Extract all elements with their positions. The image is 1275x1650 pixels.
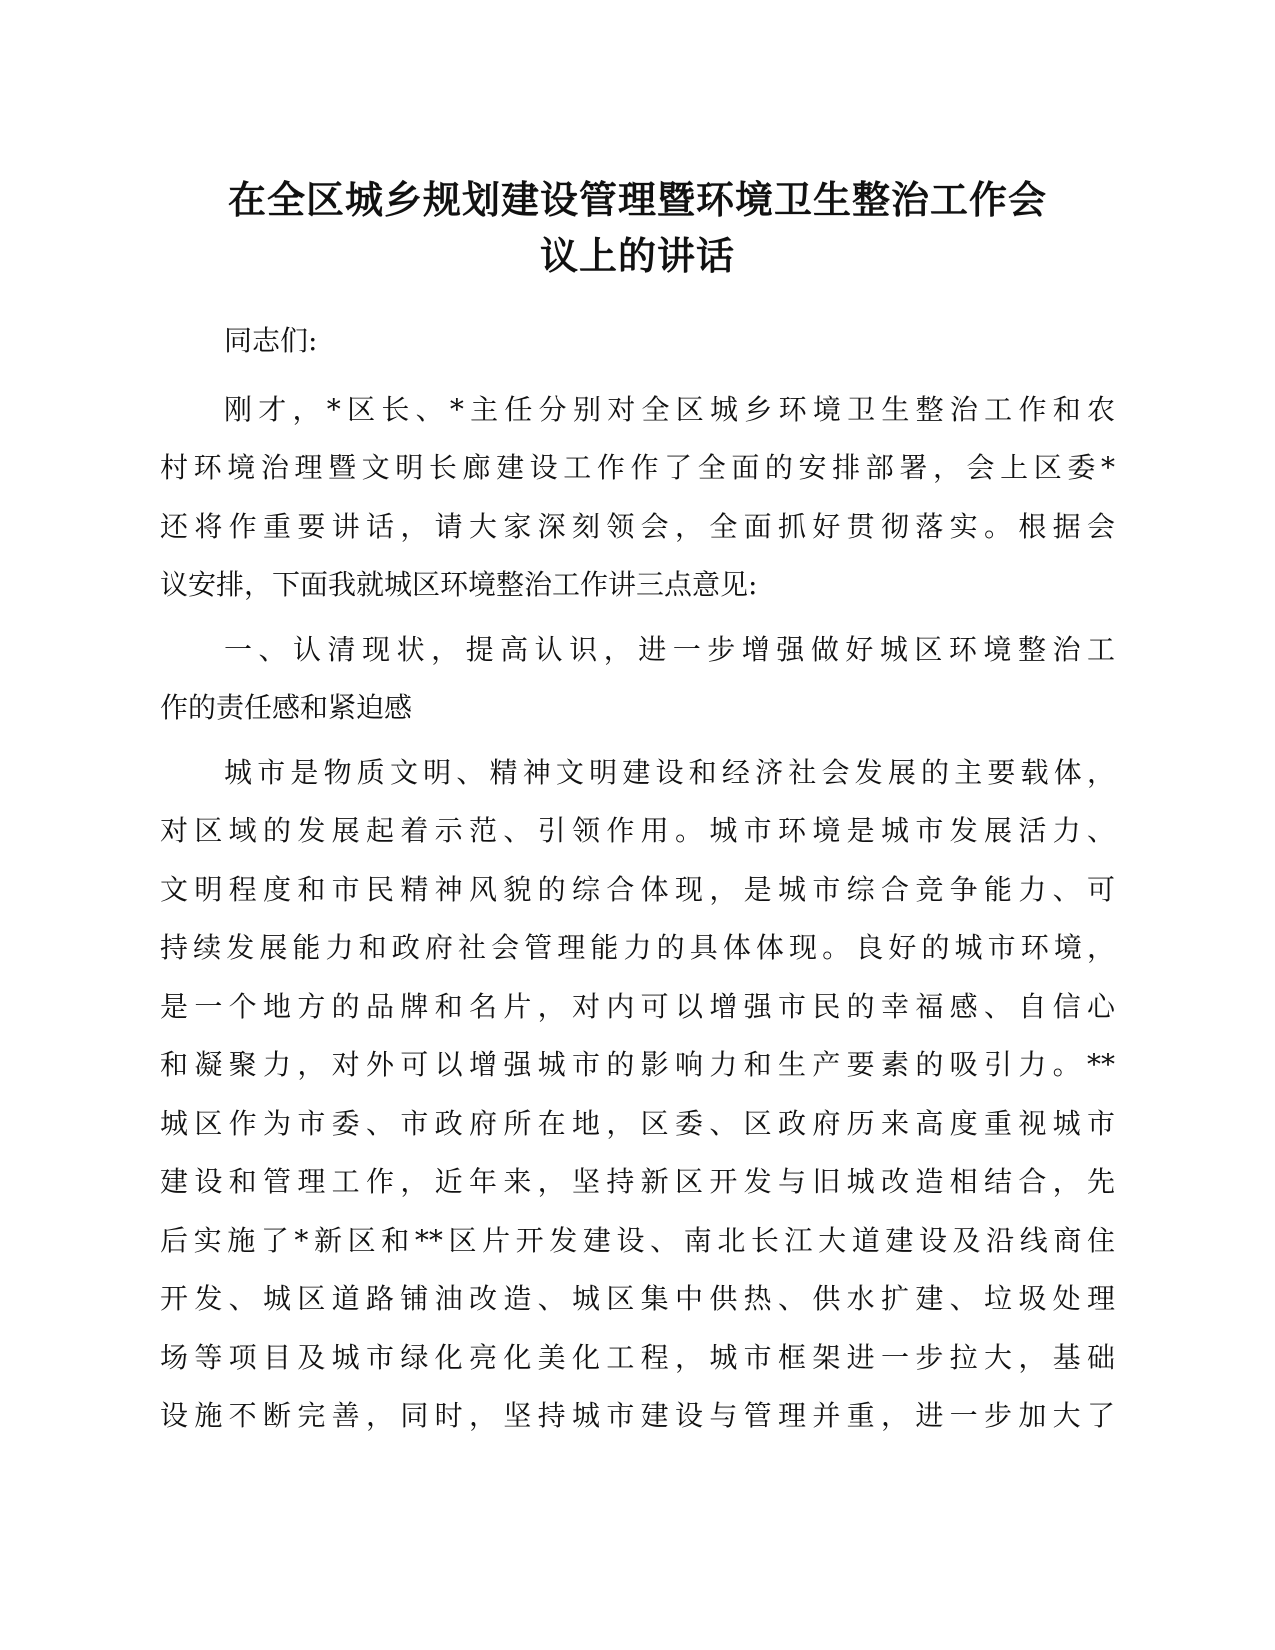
paragraph-line: 城市是物质文明、精神文明建设和经济社会发展的主要载体， xyxy=(224,755,1115,789)
paragraph-line: 设施不断完善，同时，坚持城市建设与管理并重，进一步加大了 xyxy=(160,1399,1115,1432)
title-line: 在全区城乡规划建设管理暨环境卫生整治工作会 xyxy=(227,178,1047,222)
salutation-paragraph xyxy=(160,312,1115,371)
paragraph-line: 还将作重要讲话，请大家深刻领会，全面抓好贯彻落实。根据会 xyxy=(160,509,1115,543)
paragraph-line: 建设和管理工作，近年来，坚持新区开发与旧城改造相结合，先 xyxy=(160,1165,1115,1198)
paragraph-line: 是一个地方的品牌和名片，对内可以增强市民的幸福感、自信心 xyxy=(160,989,1115,1023)
paragraph-city-environment xyxy=(160,744,1115,1446)
document-title xyxy=(130,172,1145,284)
heading-line: 一、认清现状，提高认识，进一步增强做好城区环境整治工 xyxy=(224,632,1115,666)
paragraph-line: 村环境治理暨文明长廊建设工作作了全面的安排部署，会上区委* xyxy=(160,451,1115,484)
paragraph-line: 后实施了*新区和**区片开发建设、南北长江大道建设及沿线商住 xyxy=(160,1223,1115,1257)
heading-line: 作的责任感和紧迫感 xyxy=(160,691,413,724)
paragraph-line: 持续发展能力和政府社会管理能力的具体体现。良好的城市环境， xyxy=(160,931,1115,964)
paragraph-line: 城区作为市委、市政府所在地，区委、区政府历来高度重视城市 xyxy=(160,1106,1115,1140)
paragraph-line: 议安排，下面我就城区环境整治工作讲三点意见: xyxy=(160,568,758,601)
paragraph-intro xyxy=(160,381,1115,615)
salutation: 同志们: xyxy=(224,324,318,357)
document-body xyxy=(160,312,1115,1446)
paragraph-line: 开发、城区道路铺油改造、城区集中供热、供水扩建、垃圾处理 xyxy=(160,1282,1115,1315)
title-line: 议上的讲话 xyxy=(539,234,735,278)
paragraph-line: 刚才，*区长、*主任分别对全区城乡环境卫生整治工作和农 xyxy=(224,392,1115,426)
section-heading-1 xyxy=(160,621,1115,738)
paragraph-line: 场等项目及城市绿化亮化美化工程，城市框架进一步拉大，基础 xyxy=(160,1340,1115,1374)
paragraph-line: 对区域的发展起着示范、引领作用。城市环境是城市发展活力、 xyxy=(160,814,1115,847)
paragraph-line: 文明程度和市民精神风貌的综合体现，是城市综合竞争能力、可 xyxy=(160,872,1115,906)
paragraph-line: 和凝聚力，对外可以增强城市的影响力和生产要素的吸引力。** xyxy=(160,1048,1115,1081)
